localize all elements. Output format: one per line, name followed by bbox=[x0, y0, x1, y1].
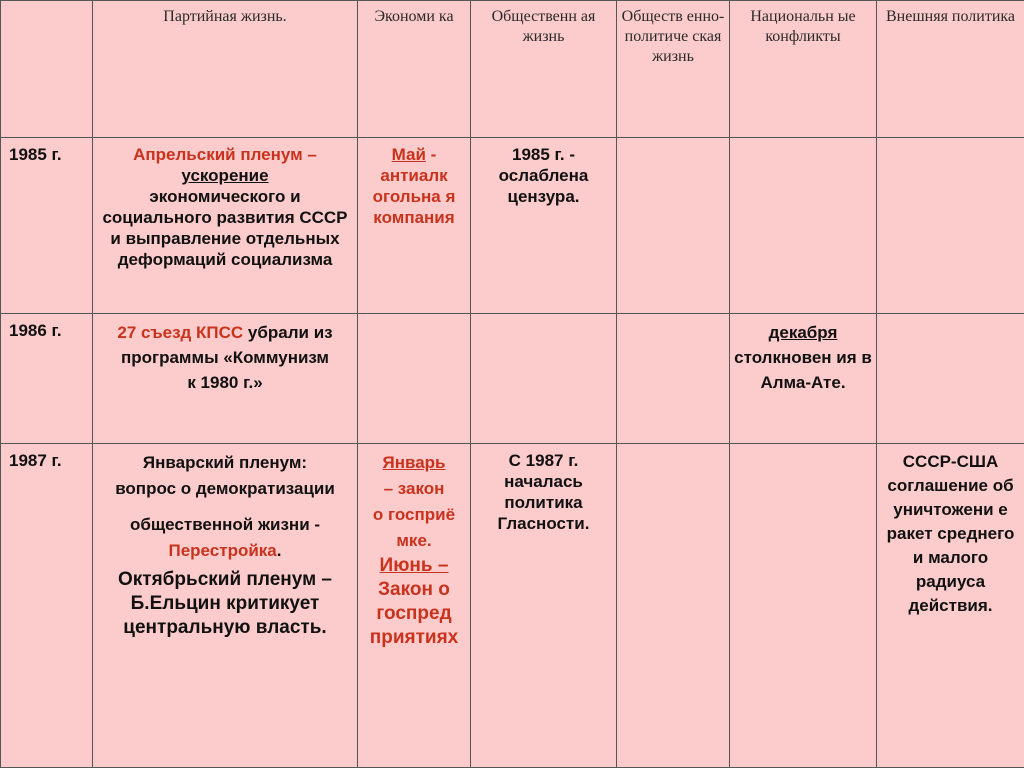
party-life-cell bbox=[93, 314, 358, 444]
economy-month-june: Июнь – bbox=[362, 554, 466, 578]
header-economy: Экономи ка bbox=[358, 1, 471, 138]
public-life-text: общественной жизни - bbox=[130, 515, 320, 534]
party-keyword: ускорение bbox=[181, 166, 268, 185]
national-conflicts-cell bbox=[730, 138, 877, 314]
party-description: убрали из программы «Коммунизм bbox=[121, 323, 333, 367]
header-row bbox=[1, 1, 1024, 138]
public-life-cell: С 1987 г. началась политика Гласности. bbox=[471, 444, 617, 768]
year-cell: 1986 г. bbox=[1, 314, 93, 444]
economy-description: - антиалк огольна я компания bbox=[373, 145, 456, 227]
economy-month: Май bbox=[392, 145, 426, 164]
economy-cell bbox=[358, 138, 471, 314]
party-event-title: Апрельский пленум – bbox=[97, 144, 353, 165]
header-year bbox=[1, 1, 93, 138]
january-plenum: Январский пленум: bbox=[97, 450, 353, 476]
foreign-policy-cell: СССР-США соглашение об уничтожени е ракет среднего и малого радиуса действия. bbox=[877, 444, 1024, 768]
foreign-policy-cell bbox=[877, 314, 1024, 444]
sociopolitical-cell bbox=[617, 314, 730, 444]
party-life-cell bbox=[93, 138, 358, 314]
header-party-life: Партийная жизнь. bbox=[93, 1, 358, 138]
header-national-conflicts: Национальн ые конфликты bbox=[730, 1, 877, 138]
table-row bbox=[1, 444, 1024, 768]
sociopolitical-cell bbox=[617, 138, 730, 314]
header-foreign-policy: Внешняя политика bbox=[877, 1, 1024, 138]
national-month: декабря bbox=[734, 320, 872, 345]
foreign-policy-cell bbox=[877, 138, 1024, 314]
economy-cell bbox=[358, 444, 471, 768]
economy-law-3: Закон о госпред приятиях bbox=[362, 578, 466, 650]
party-life-cell: Январский пленум: вопрос о демократизации общественной жизни - Перестройка. Октябрьский пленум – Б.Ельцин критикует центральную власть. bbox=[93, 444, 358, 768]
party-description: экономического и социального развития СССР и выправление отдельных деформаций социализма bbox=[97, 186, 353, 270]
table-row bbox=[1, 138, 1024, 314]
party-description-line2: к 1980 г.» bbox=[97, 370, 353, 395]
economy-month-january: Январь bbox=[362, 450, 466, 476]
national-description: столкновен ия в Алма-Ате. bbox=[734, 348, 872, 392]
national-conflicts-cell bbox=[730, 444, 877, 768]
year-cell: 1985 г. bbox=[1, 138, 93, 314]
table-row bbox=[1, 314, 1024, 444]
economy-law-2: о госприё мке. bbox=[362, 502, 466, 554]
year-cell: 1987 г. bbox=[1, 444, 93, 768]
party-event-title: 27 съезд КПСС bbox=[117, 323, 243, 342]
sociopolitical-cell bbox=[617, 444, 730, 768]
democratization-question: вопрос о демократизации bbox=[97, 476, 353, 502]
economy-law-1: – закон bbox=[362, 476, 466, 502]
perestroika-label: Перестройка bbox=[169, 541, 277, 560]
header-public-life: Общественн ая жизнь bbox=[471, 1, 617, 138]
public-life-cell bbox=[471, 314, 617, 444]
economy-cell bbox=[358, 314, 471, 444]
public-life-cell: 1985 г. - ослаблена цензура. bbox=[471, 138, 617, 314]
october-plenum: Октябрьский пленум – Б.Ельцин критикует центральную власть. bbox=[97, 568, 353, 640]
header-sociopolitical-life: Обществ енно-политиче ская жизнь bbox=[617, 1, 730, 138]
national-conflicts-cell bbox=[730, 314, 877, 444]
